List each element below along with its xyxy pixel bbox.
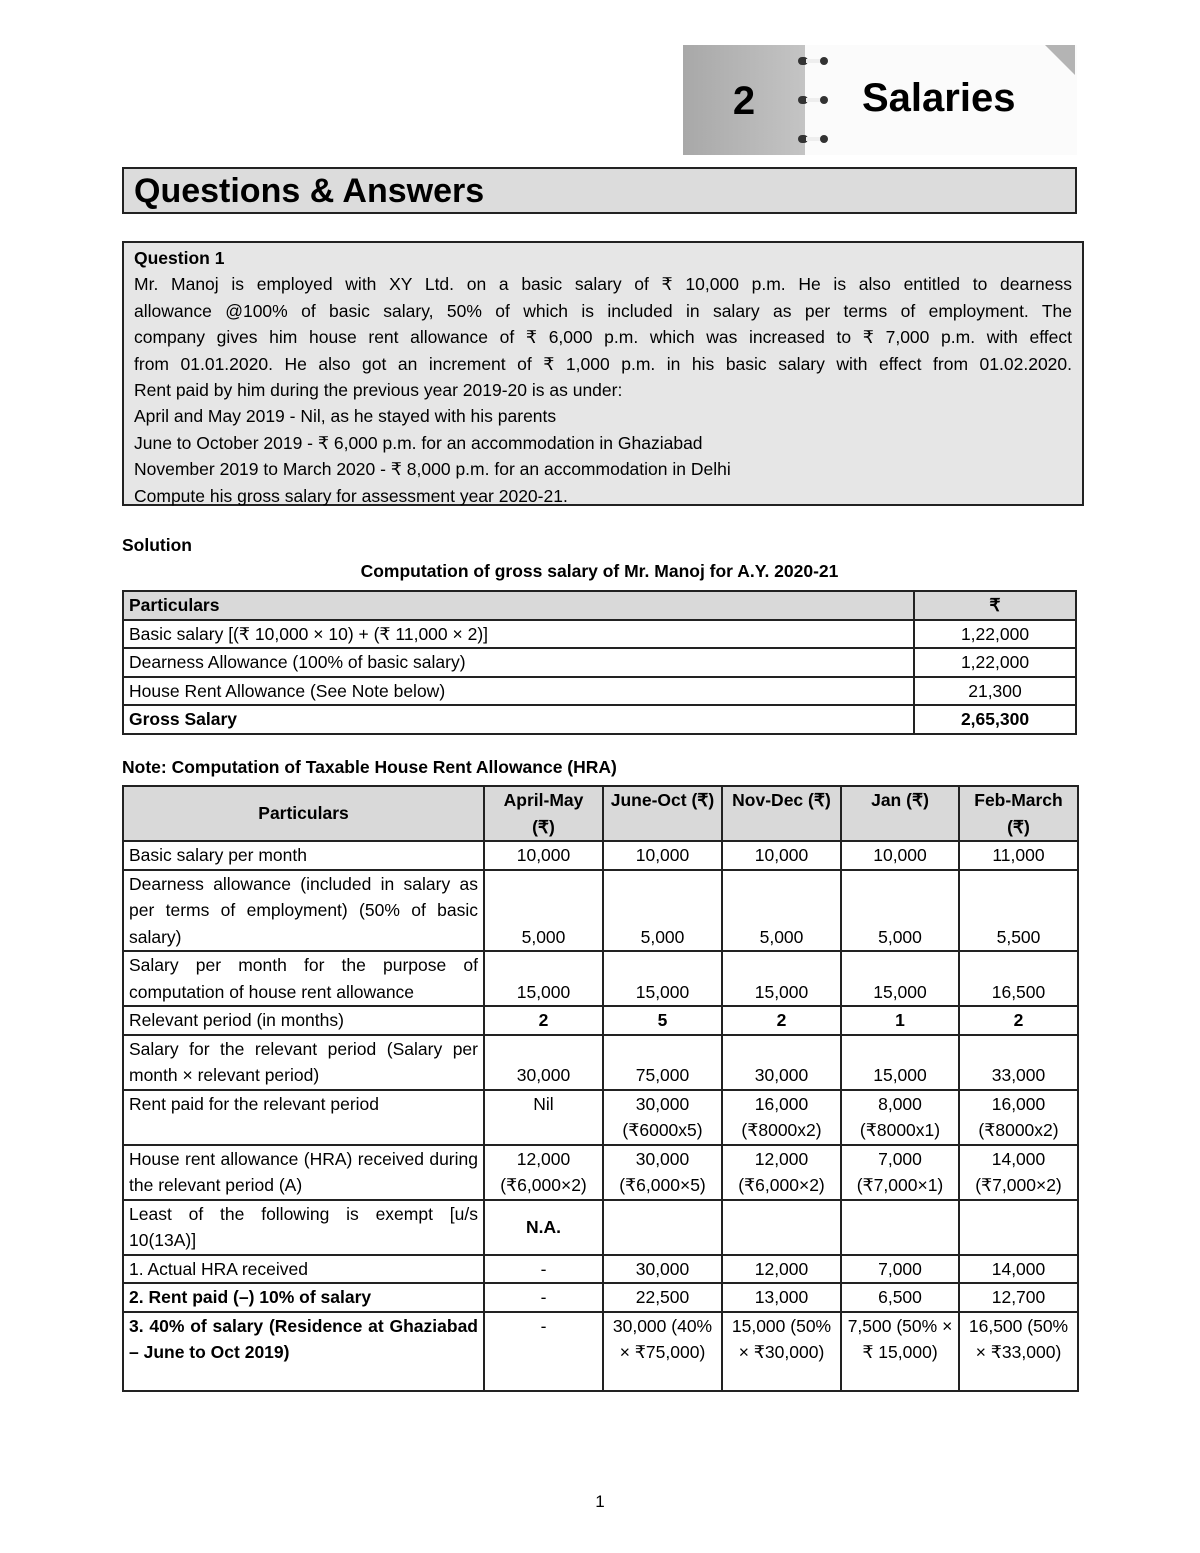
cell-value: 10,000 (603, 841, 722, 870)
cell-value: 15,000 (722, 951, 841, 1006)
cell-value: - (484, 1312, 603, 1391)
cell-value: 30,000 (40% × ₹75,000) (603, 1312, 722, 1391)
table2-caption: Note: Computation of Taxable House Rent Allowance (HRA) (122, 757, 617, 777)
table-header-row (123, 591, 1076, 620)
cell-value: 2 (722, 1006, 841, 1035)
cell-value: 11,000 (959, 841, 1078, 870)
question-line: allowance @100% of basic salary, 50% of which is included in salary as per terms of employment. The (134, 300, 1072, 321)
column-header: April-May (₹) (484, 786, 603, 841)
row-label: Dearness Allowance (100% of basic salary) (123, 648, 914, 677)
cell-value: 2 (484, 1006, 603, 1035)
row-label: Gross Salary (123, 705, 914, 734)
table-row (123, 1200, 1078, 1255)
row-label: Basic salary [(₹ 10,000 × 10) + (₹ 11,000 × 2)] (123, 620, 914, 649)
cell-value (841, 1200, 959, 1255)
column-header: Feb-March (₹) (959, 786, 1078, 841)
cell-value: 8,000 (₹8000x1) (841, 1090, 959, 1145)
row-label: House rent allowance (HRA) received during the relevant period (A) (123, 1145, 484, 1200)
chapter-number: 2 (732, 79, 756, 123)
table-row (123, 648, 1076, 677)
question-line: from 01.01.2020. He also got an increment of ₹ 1,000 p.m. in his basic salary with effect from 01.02.2020. (134, 353, 1072, 374)
table-row (123, 1312, 1078, 1391)
binder-ring-icon (798, 96, 830, 104)
column-header: June-Oct (₹) (603, 786, 722, 841)
table-row (123, 841, 1078, 870)
cell-value: 7,500 (50% × ₹ 15,000) (841, 1312, 959, 1391)
cell-value: 15,000 (603, 951, 722, 1006)
cell-value: 16,500 (50% × ₹33,000) (959, 1312, 1078, 1391)
column-header: ₹ (914, 591, 1076, 620)
cell-value: 15,000 (50% × ₹30,000) (722, 1312, 841, 1391)
cell-value (603, 1200, 722, 1255)
cell-value (959, 1200, 1078, 1255)
cell-value: 7,000 (₹7,000×1) (841, 1145, 959, 1200)
row-label: Least of the following is exempt [u/s 10(13A)] (123, 1200, 484, 1255)
page-number: 1 (595, 1492, 605, 1511)
row-value: 21,300 (914, 677, 1076, 706)
table-row (123, 677, 1076, 706)
page-corner-fold (1045, 45, 1075, 75)
table-row (123, 620, 1076, 649)
cell-value: 2 (959, 1006, 1078, 1035)
cell-value: 5,000 (603, 870, 722, 952)
binder-ring-icon (798, 57, 830, 65)
cell-value: - (484, 1255, 603, 1284)
table-row (123, 1145, 1078, 1200)
row-label: 3. 40% of salary (Residence at Ghaziabad – June to Oct 2019) (123, 1312, 484, 1391)
table-row (123, 1006, 1078, 1035)
question-line: April and May 2019 - Nil, as he stayed with his parents (134, 406, 557, 427)
cell-value: - (484, 1283, 603, 1312)
question-line: company gives him house rent allowance of ₹ 6,000 p.m. which was increased to ₹ 7,000 p.m. with effect (134, 327, 1072, 348)
solution-label: Solution (122, 535, 192, 555)
row-label: Salary for the relevant period (Salary per month × relevant period) (123, 1035, 484, 1090)
cell-value: 30,000 (₹6,000×5) (603, 1145, 722, 1200)
cell-value: 5,000 (722, 870, 841, 952)
gross-salary-table (122, 590, 1077, 735)
cell-value: 10,000 (841, 841, 959, 870)
cell-value: 12,700 (959, 1283, 1078, 1312)
section-title: Questions & Answers (122, 167, 1077, 214)
row-label: House Rent Allowance (See Note below) (123, 677, 914, 706)
binder-ring-icon (798, 135, 830, 143)
cell-value: 13,000 (722, 1283, 841, 1312)
cell-value: 6,500 (841, 1283, 959, 1312)
question-line: June to October 2019 - ₹ 6,000 p.m. for an accommodation in Ghaziabad (134, 432, 703, 453)
column-header: Particulars (123, 786, 484, 841)
row-label: Relevant period (in months) (123, 1006, 484, 1035)
row-value: 2,65,300 (914, 705, 1076, 734)
table1-caption: Computation of gross salary of Mr. Manoj for A.Y. 2020-21 (360, 561, 839, 581)
cell-value: Nil (484, 1090, 603, 1145)
column-header: Particulars (123, 591, 914, 620)
table-row (123, 705, 1076, 734)
row-value: 1,22,000 (914, 648, 1076, 677)
cell-value: 15,000 (484, 951, 603, 1006)
question-line: November 2019 to March 2020 - ₹ 8,000 p.m. for an accommodation in Delhi (134, 459, 731, 480)
row-value: 1,22,000 (914, 620, 1076, 649)
cell-value: 30,000 (₹6000x5) (603, 1090, 722, 1145)
cell-value: 22,500 (603, 1283, 722, 1312)
row-label: Salary per month for the purpose of computation of house rent allowance (123, 951, 484, 1006)
cell-value: 1 (841, 1006, 959, 1035)
cell-value: 10,000 (722, 841, 841, 870)
cell-value: N.A. (484, 1200, 603, 1255)
row-label: Dearness allowance (included in salary as per terms of employment) (50% of basic salary) (123, 870, 484, 952)
cell-value: 7,000 (841, 1255, 959, 1284)
cell-value: 12,000 (722, 1255, 841, 1284)
cell-value: 15,000 (841, 1035, 959, 1090)
row-label: Basic salary per month (123, 841, 484, 870)
cell-value: 30,000 (603, 1255, 722, 1284)
hra-computation-table (122, 785, 1079, 1392)
row-label: Rent paid for the relevant period (123, 1090, 484, 1145)
question-line: Compute his gross salary for assessment year 2020-21. (134, 485, 568, 506)
column-header: Jan (₹) (841, 786, 959, 841)
table-row (123, 1255, 1078, 1284)
cell-value: 10,000 (484, 841, 603, 870)
cell-value (722, 1200, 841, 1255)
cell-value: 33,000 (959, 1035, 1078, 1090)
cell-value: 30,000 (722, 1035, 841, 1090)
cell-value: 14,000 (₹7,000×2) (959, 1145, 1078, 1200)
cell-value: 5,500 (959, 870, 1078, 952)
cell-value: 15,000 (841, 951, 959, 1006)
question-heading: Question 1 (134, 248, 225, 268)
row-label: 1. Actual HRA received (123, 1255, 484, 1284)
column-header: Nov-Dec (₹) (722, 786, 841, 841)
cell-value: 16,000 (₹8000x2) (722, 1090, 841, 1145)
cell-value: 16,500 (959, 951, 1078, 1006)
cell-value: 16,000 (₹8000x2) (959, 1090, 1078, 1145)
cell-value: 12,000 (₹6,000×2) (722, 1145, 841, 1200)
cell-value: 5,000 (841, 870, 959, 952)
table-row (123, 870, 1078, 952)
cell-value: 30,000 (484, 1035, 603, 1090)
cell-value: 12,000 (₹6,000×2) (484, 1145, 603, 1200)
table-header-row (123, 786, 1078, 841)
cell-value: 5 (603, 1006, 722, 1035)
cell-value: 5,000 (484, 870, 603, 952)
cell-value: 14,000 (959, 1255, 1078, 1284)
table-row (123, 1283, 1078, 1312)
table-row (123, 1090, 1078, 1145)
cell-value: 75,000 (603, 1035, 722, 1090)
question-line: Rent paid by him during the previous year 2019-20 is as under: (134, 380, 623, 401)
chapter-title: Salaries (862, 76, 1016, 120)
row-label: 2. Rent paid (–) 10% of salary (123, 1283, 484, 1312)
table-row (123, 1035, 1078, 1090)
question-line: Mr. Manoj is employed with XY Ltd. on a basic salary of ₹ 10,000 p.m. He is also entitled to dearness (134, 274, 1072, 295)
table-row (123, 951, 1078, 1006)
question-box (122, 241, 1084, 506)
